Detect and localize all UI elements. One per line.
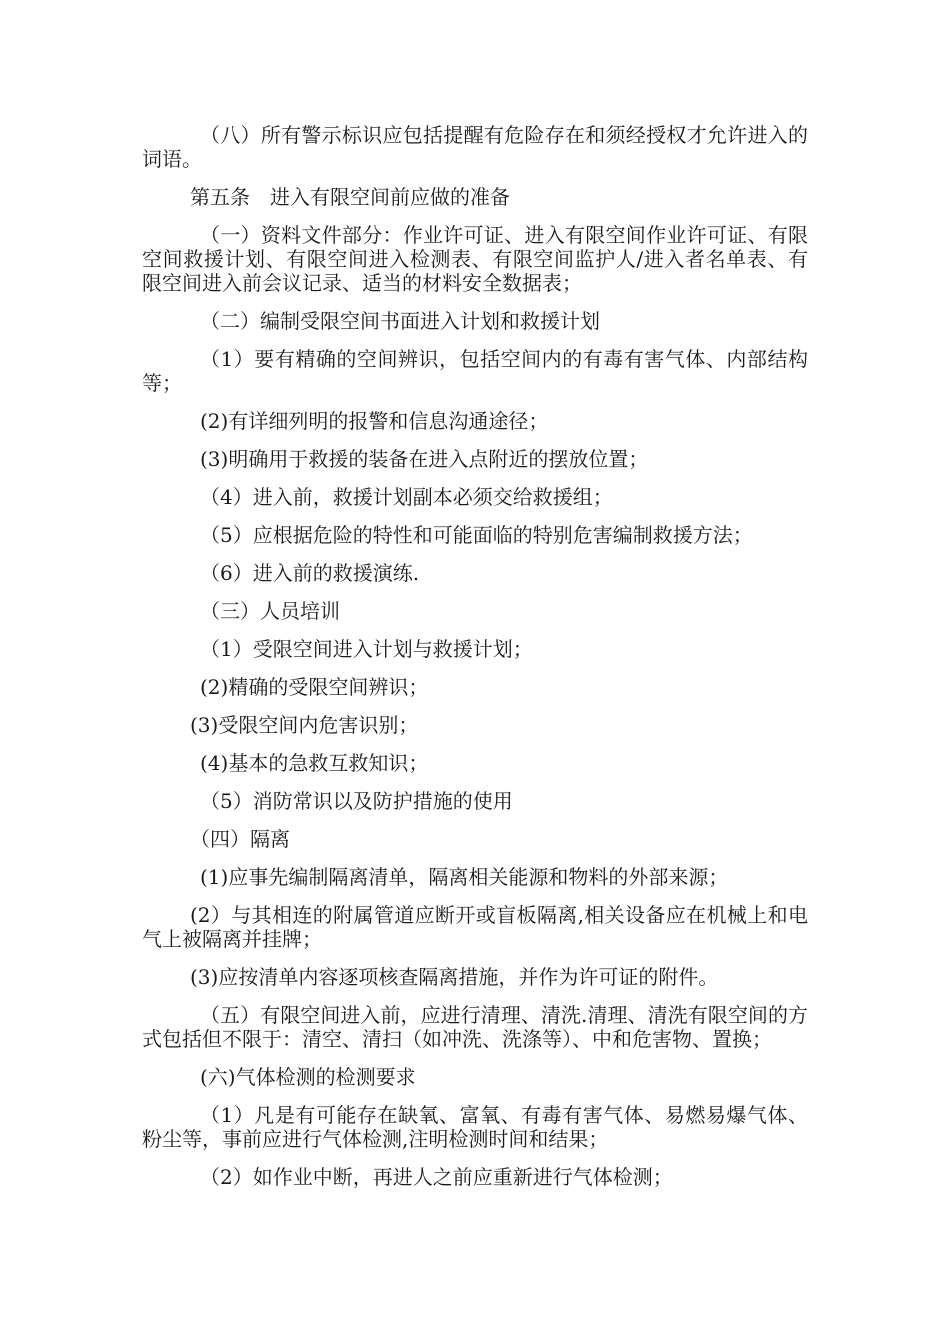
paragraph-warning-signs: （八）所有警示标识应包括提醒有危险存在和须经授权才允许进入的词语。 bbox=[142, 123, 808, 171]
paragraph-entry-plan: （二）编制受限空间书面进入计划和救援计划 bbox=[200, 309, 600, 333]
paragraph-gas-detection: (六)气体检测的检测要求 bbox=[200, 1065, 416, 1089]
paragraph-training: （三）人员培训 bbox=[200, 599, 340, 623]
document-body bbox=[142, 123, 808, 1203]
list-item: （6）进入前的救援演练. bbox=[200, 561, 420, 585]
article-5-heading: 第五条 进入有限空间前应做的准备 bbox=[190, 185, 510, 209]
list-item: (2）与其相连的附属管道应断开或盲板隔离,相关设备应在机械上和电气上被隔离并挂牌； bbox=[142, 903, 808, 951]
list-item: (1)应事先编制隔离清单，隔离相关能源和物料的外部来源； bbox=[200, 865, 729, 889]
list-item: (2)有详细列明的报警和信息沟通途径； bbox=[200, 409, 549, 433]
paragraph-cleaning: （五）有限空间进入前，应进行清理、清洗.清理、清洗有限空间的方式包括但不限于：清空、清扫（如冲洗、洗涤等）、中和危害物、置换； bbox=[142, 1003, 808, 1051]
list-item: (4)基本的急救互救知识； bbox=[200, 751, 429, 775]
list-item: （1）要有精确的空间辨识，包括空间内的有毒有害气体、内部结构等； bbox=[142, 347, 808, 395]
list-item: （1）凡是有可能存在缺氧、富氧、有毒有害气体、易燃易爆气体、粉尘等，事前应进行气体检测,注明检测时间和结果； bbox=[142, 1103, 808, 1151]
paragraph-isolation: （四）隔离 bbox=[190, 827, 290, 851]
list-item: （4）进入前，救援计划副本必须交给救援组； bbox=[200, 485, 613, 509]
list-item: （2）如作业中断，再进人之前应重新进行气体检测； bbox=[200, 1165, 673, 1189]
list-item: (2)精确的受限空间辨识； bbox=[200, 675, 429, 699]
list-item: （5）应根据危险的特性和可能面临的特别危害编制救援方法； bbox=[200, 523, 753, 547]
list-item: (3)明确用于救援的装备在进入点附近的摆放位置； bbox=[200, 447, 649, 471]
list-item: (3)应按清单内容逐项核查隔离措施，并作为许可证的附件。 bbox=[190, 965, 719, 989]
list-item: （1）受限空间进入计划与救援计划； bbox=[200, 637, 533, 661]
list-item: (3)受限空间内危害识别； bbox=[190, 713, 419, 737]
paragraph-documents: （一）资料文件部分：作业许可证、进入有限空间作业许可证、有限空间救援计划、有限空间进入检测表、有限空间监护人/进入者名单表、有限空间进入前会议记录、适当的材料安全数据表； bbox=[142, 223, 808, 295]
list-item: （5）消防常识以及防护措施的使用 bbox=[200, 789, 513, 813]
